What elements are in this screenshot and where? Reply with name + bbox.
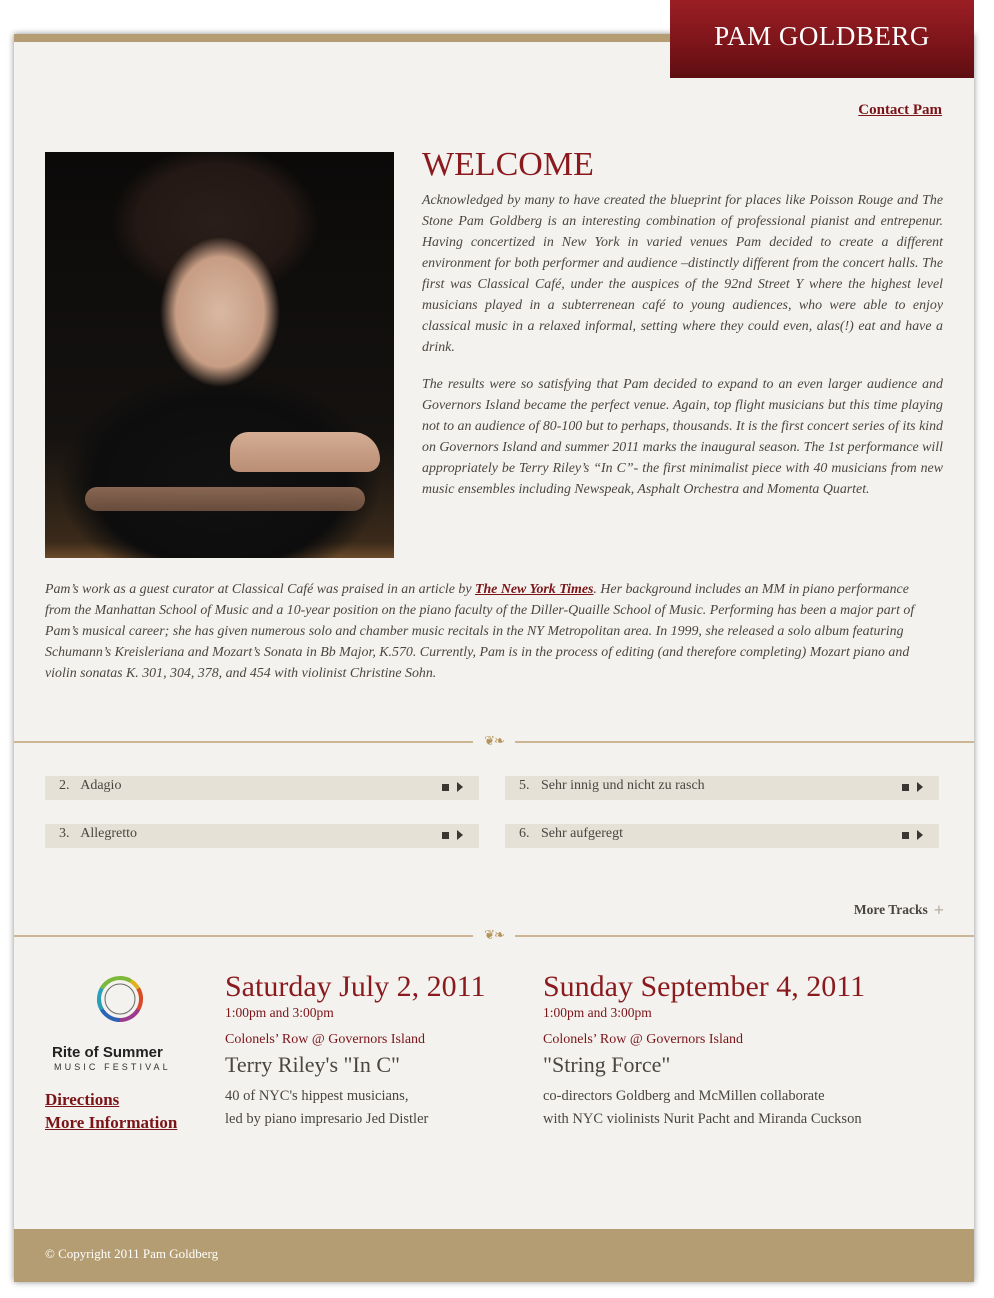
track-title: Sehr innig und nicht zu rasch <box>541 778 705 793</box>
track-controls <box>902 782 923 792</box>
ornament-icon: ❦❧ <box>473 735 515 749</box>
play-icon[interactable] <box>457 830 463 840</box>
play-icon[interactable] <box>457 782 463 792</box>
site-title[interactable]: PAM GOLDBERG <box>670 0 974 78</box>
plus-icon: + <box>933 900 944 920</box>
stop-icon[interactable] <box>442 832 449 839</box>
directions-link[interactable]: Directions <box>45 1090 120 1109</box>
event-title: "String Force" <box>543 1052 671 1077</box>
stop-icon[interactable] <box>902 832 909 839</box>
play-icon[interactable] <box>917 782 923 792</box>
nyt-article-link[interactable]: The New York Times <box>474 582 594 597</box>
intro-paragraph: The results were so satisfying that Pam decided to expand to an even larger audience and Governors Island became the perfect venue. Again, top flight musicians but this time playing not to an audience of 80-100 but to perhaps, thousands. It is the first concert series of its kind on Governors Island and summer 2011 marks the inaugural season. The 1st performance will appropriately be Terry Riley’s “In C”- the first minimalist piece with 40 musicians from new music ensembles including Newspeak, Asphalt Orchestra and Momenta Quartet. <box>422 377 943 497</box>
bio-paragraph <box>45 579 937 684</box>
photo-arm-shape <box>85 487 365 511</box>
contact-link[interactable]: Contact Pam <box>858 102 942 118</box>
more-information-link[interactable]: More Information <box>45 1113 178 1132</box>
stop-icon[interactable] <box>442 784 449 791</box>
festival-name: Rite of Summer <box>52 1044 163 1061</box>
bio-text-end: . Her background includes an MM in piano performance from the Manhattan School of Music and a 10-year position on the piano faculty of the Diller-Quaille School of Music. Performing has been a major part of Pam’s musical career; she has given numerous solo and chamber music recitals in the NY Metropolitan area. In 1999, she released a solo album featuring Schumann’s Kreisleriana and Mozart’s Sonata in Bb Major, K.570. Currently, Pam is in the process of editing (and therefore completing) Mozart piano and violin sonatas K. 301, 304, 378, and 454 with violinist Christine Sohn. <box>45 582 915 681</box>
track-player[interactable] <box>45 824 479 848</box>
event-card <box>543 970 865 1131</box>
event-venue: Colonels’ Row @ Governors Island <box>225 1032 426 1047</box>
play-icon[interactable] <box>917 830 923 840</box>
intro-paragraph: Acknowledged by many to have created the blueprint for places like Poisson Rouge and The Stone Pam Goldberg is an interesting combination of professional pianist and entrepenur. Having concertized in New York in varied venues Pam decided to create a different environment for both performer and audience –distinctly different from the concert halls. The first was Classical Café, under the auspices of the 92nd Street Y where the highest level musicians played in a subterrenean café to young audiences, who were able to enjoy classical music in a relaxed informal, setting where they could even, alas(!) eat and have a drink. <box>422 193 943 355</box>
more-tracks-button[interactable] <box>854 902 944 918</box>
copyright-text: © Copyright 2011 Pam Goldberg <box>45 1246 219 1261</box>
track-player[interactable] <box>505 824 939 848</box>
track-player[interactable] <box>505 776 939 800</box>
track-controls <box>442 782 463 792</box>
event-description <box>543 1085 865 1131</box>
track-title: Adagio <box>80 778 122 793</box>
track-number: 3. <box>59 826 70 841</box>
ornament-icon: ❦❧ <box>473 929 515 943</box>
track-controls <box>442 830 463 840</box>
stop-icon[interactable] <box>902 784 909 791</box>
track-controls <box>902 830 923 840</box>
event-time: 1:00pm and 3:00pm <box>225 1005 334 1020</box>
festival-subtitle: MUSIC FESTIVAL <box>54 1062 171 1072</box>
event-card <box>225 970 486 1131</box>
bio-text-start: Pam’s work as a guest curator at Classical Café was praised in an article by <box>45 582 475 597</box>
portrait-photo <box>45 152 394 558</box>
event-description-line: led by piano impresario Jed Distler <box>225 1111 429 1127</box>
event-date: Saturday July 2, 2011 <box>225 970 486 1003</box>
track-number: 6. <box>519 826 530 841</box>
event-title: Terry Riley's "In C" <box>225 1052 400 1077</box>
welcome-heading: WELCOME <box>422 146 594 183</box>
event-description-line: 40 of NYC's hippest musicians, <box>225 1088 409 1104</box>
event-description-line: with NYC violinists Nurit Pacht and Miranda Cuckson <box>543 1111 862 1127</box>
festival-links <box>45 1088 177 1134</box>
track-title: Allegretto <box>80 826 137 841</box>
track-number: 2. <box>59 778 70 793</box>
photo-hand-shape <box>230 432 380 472</box>
more-tracks-label: More Tracks <box>853 902 928 917</box>
track-player[interactable] <box>45 776 479 800</box>
intro-text <box>422 190 943 516</box>
footer <box>14 1229 974 1282</box>
event-venue: Colonels’ Row @ Governors Island <box>543 1032 744 1047</box>
track-number: 5. <box>519 778 530 793</box>
event-description-line: co-directors Goldberg and McMillen collaborate <box>543 1088 825 1104</box>
event-date: Sunday September 4, 2011 <box>543 970 866 1003</box>
track-title: Sehr aufgeregt <box>541 826 624 841</box>
event-description <box>225 1085 486 1131</box>
event-time: 1:00pm and 3:00pm <box>543 1005 652 1020</box>
page-container <box>14 34 974 1282</box>
